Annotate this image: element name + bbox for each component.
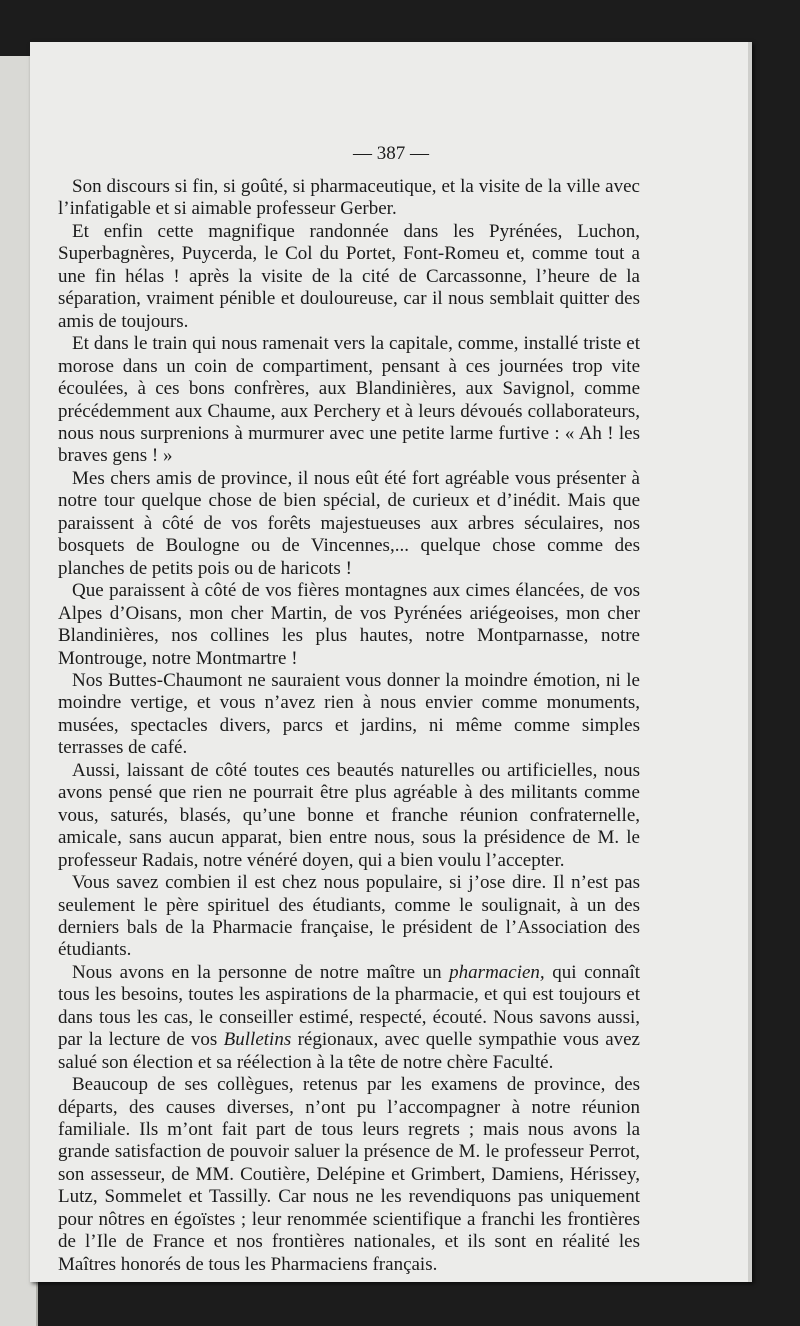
book-page	[30, 42, 752, 1282]
paragraph-9-text-b: qui connaît tous les besoins, toutes les aspirations de la pharmacie, et qui est toujours et dans tous les cas, le conseiller estimé, respecté, écouté. Nous savons aussi, par la lecture de vos	[58, 961, 640, 1051]
paragraph-7: Aussi, laissant de côté toutes ces beautés naturelles ou artificielles, nous avons pensé que rien ne pourrait être plus agréable à des militants comme vous, saturés, blasés, qu’une bonne et franche réunion confraternelle, amicale, sans aucun apparat, bien entre nous, sous la présidence de M. le professeur Radais, notre vénéré doyen, qui a bien voulu l’accepter.	[58, 759, 640, 871]
paragraph-1: Son discours si fin, si goûté, si pharmaceutique, et la visite de la ville avec l’infatigable et si aimable professeur Gerber.	[58, 176, 640, 220]
page-body	[58, 176, 640, 1276]
paragraph-2: Et enfin cette magnifique randonnée dans les Pyrénées, Luchon, Superbagnères, Puycerda, le Col du Portet, Font-Romeu et, comme tout a une fin hélas ! après la visite de la cité de Carcassonne, l’heure de la séparation, vraiment pénible et douloureuse, car il nous semblait quitter des amis de toujours.	[58, 220, 640, 332]
paragraph-9-text-a: Nous avons en la personne de notre maître un	[72, 961, 450, 983]
paragraph-9	[58, 962, 640, 1074]
paragraph-5: Que paraissent à côté de vos fières montagnes aux cimes élancées, de vos Alpes d’Oisans, mon cher Martin, de vos Pyrénées ariégeoises, mon cher Blandinières, nos collines les plus hautes, notre Montparnasse, notre Montrouge, notre Montmartre !	[58, 580, 640, 669]
paragraph-9-emphasis-2: Bulletins	[223, 1029, 292, 1051]
paragraph-6: Nos Buttes-Chaumont ne sauraient vous donner la moindre émotion, ni le moindre vertige, et vous n’avez rien à nous envier comme monuments, musées, spectacles divers, parcs et jardins, ni même comme simples terrasses de café.	[58, 669, 640, 759]
paragraph-9-emphasis: pharmacien,	[449, 961, 545, 983]
paragraph-10: Beaucoup de ses collègues, retenus par les examens de province, des départs, des causes diverses, n’ont pu l’accompagner à notre réunion familiale. Ils m’ont fait part de tous leurs regrets ; mais nous avons la grande satisfaction de pouvoir saluer la présence de M. le professeur Perrot, son assesseur, de MM. Coutière, Delépine et Grimbert, Damiens, Hérissey, Lutz, Sommelet et Tassilly. Car nous ne les revendiquons pas uniquement pour nôtres en égoïstes ; leur renommée scientifique a franchi les frontières de l’Ile de France et nos frontières nationales, et ils sont en réalité les Maîtres honorés de tous les Pharmaciens français.	[58, 1074, 640, 1275]
paragraph-3: Et dans le train qui nous ramenait vers la capitale, comme, installé triste et morose dans un coin de compartiment, pensant à ces journées trop vite écoulées, à ces bons confrères, aux Blandinières, aux Savignol, comme précédemment aux Chaume, aux Perchery et à leurs dévoués collaborateurs, nous nous surprenions à murmurer avec une petite larme furtive : « Ah ! les braves gens ! »	[58, 333, 640, 467]
page-number: — 387 —	[353, 143, 429, 164]
page-edge	[748, 42, 752, 1282]
paragraph-4: Mes chers amis de province, il nous eût été fort agréable vous présenter à notre tour quelque chose de bien spécial, de curieux et d’inédit. Mais que paraissent à côté de vos forêts majestueuses aux arbres séculaires, nos bosquets de Boulogne ou de Vincennes,... quelque chose comme des planches de petits pois ou de haricots !	[58, 467, 640, 579]
paragraph-8: Vous savez combien il est chez nous populaire, si j’ose dire. Il n’est pas seulement le père spirituel des étudiants, comme le soulignait, à un des derniers bals de la Pharmacie française, le président de l’Association des étudiants.	[58, 872, 640, 961]
paragraph-9-text-c: régionaux, avec quelle sympathie vous avez salué son élection et sa réélection à la tête de notre chère Faculté.	[58, 1029, 640, 1073]
